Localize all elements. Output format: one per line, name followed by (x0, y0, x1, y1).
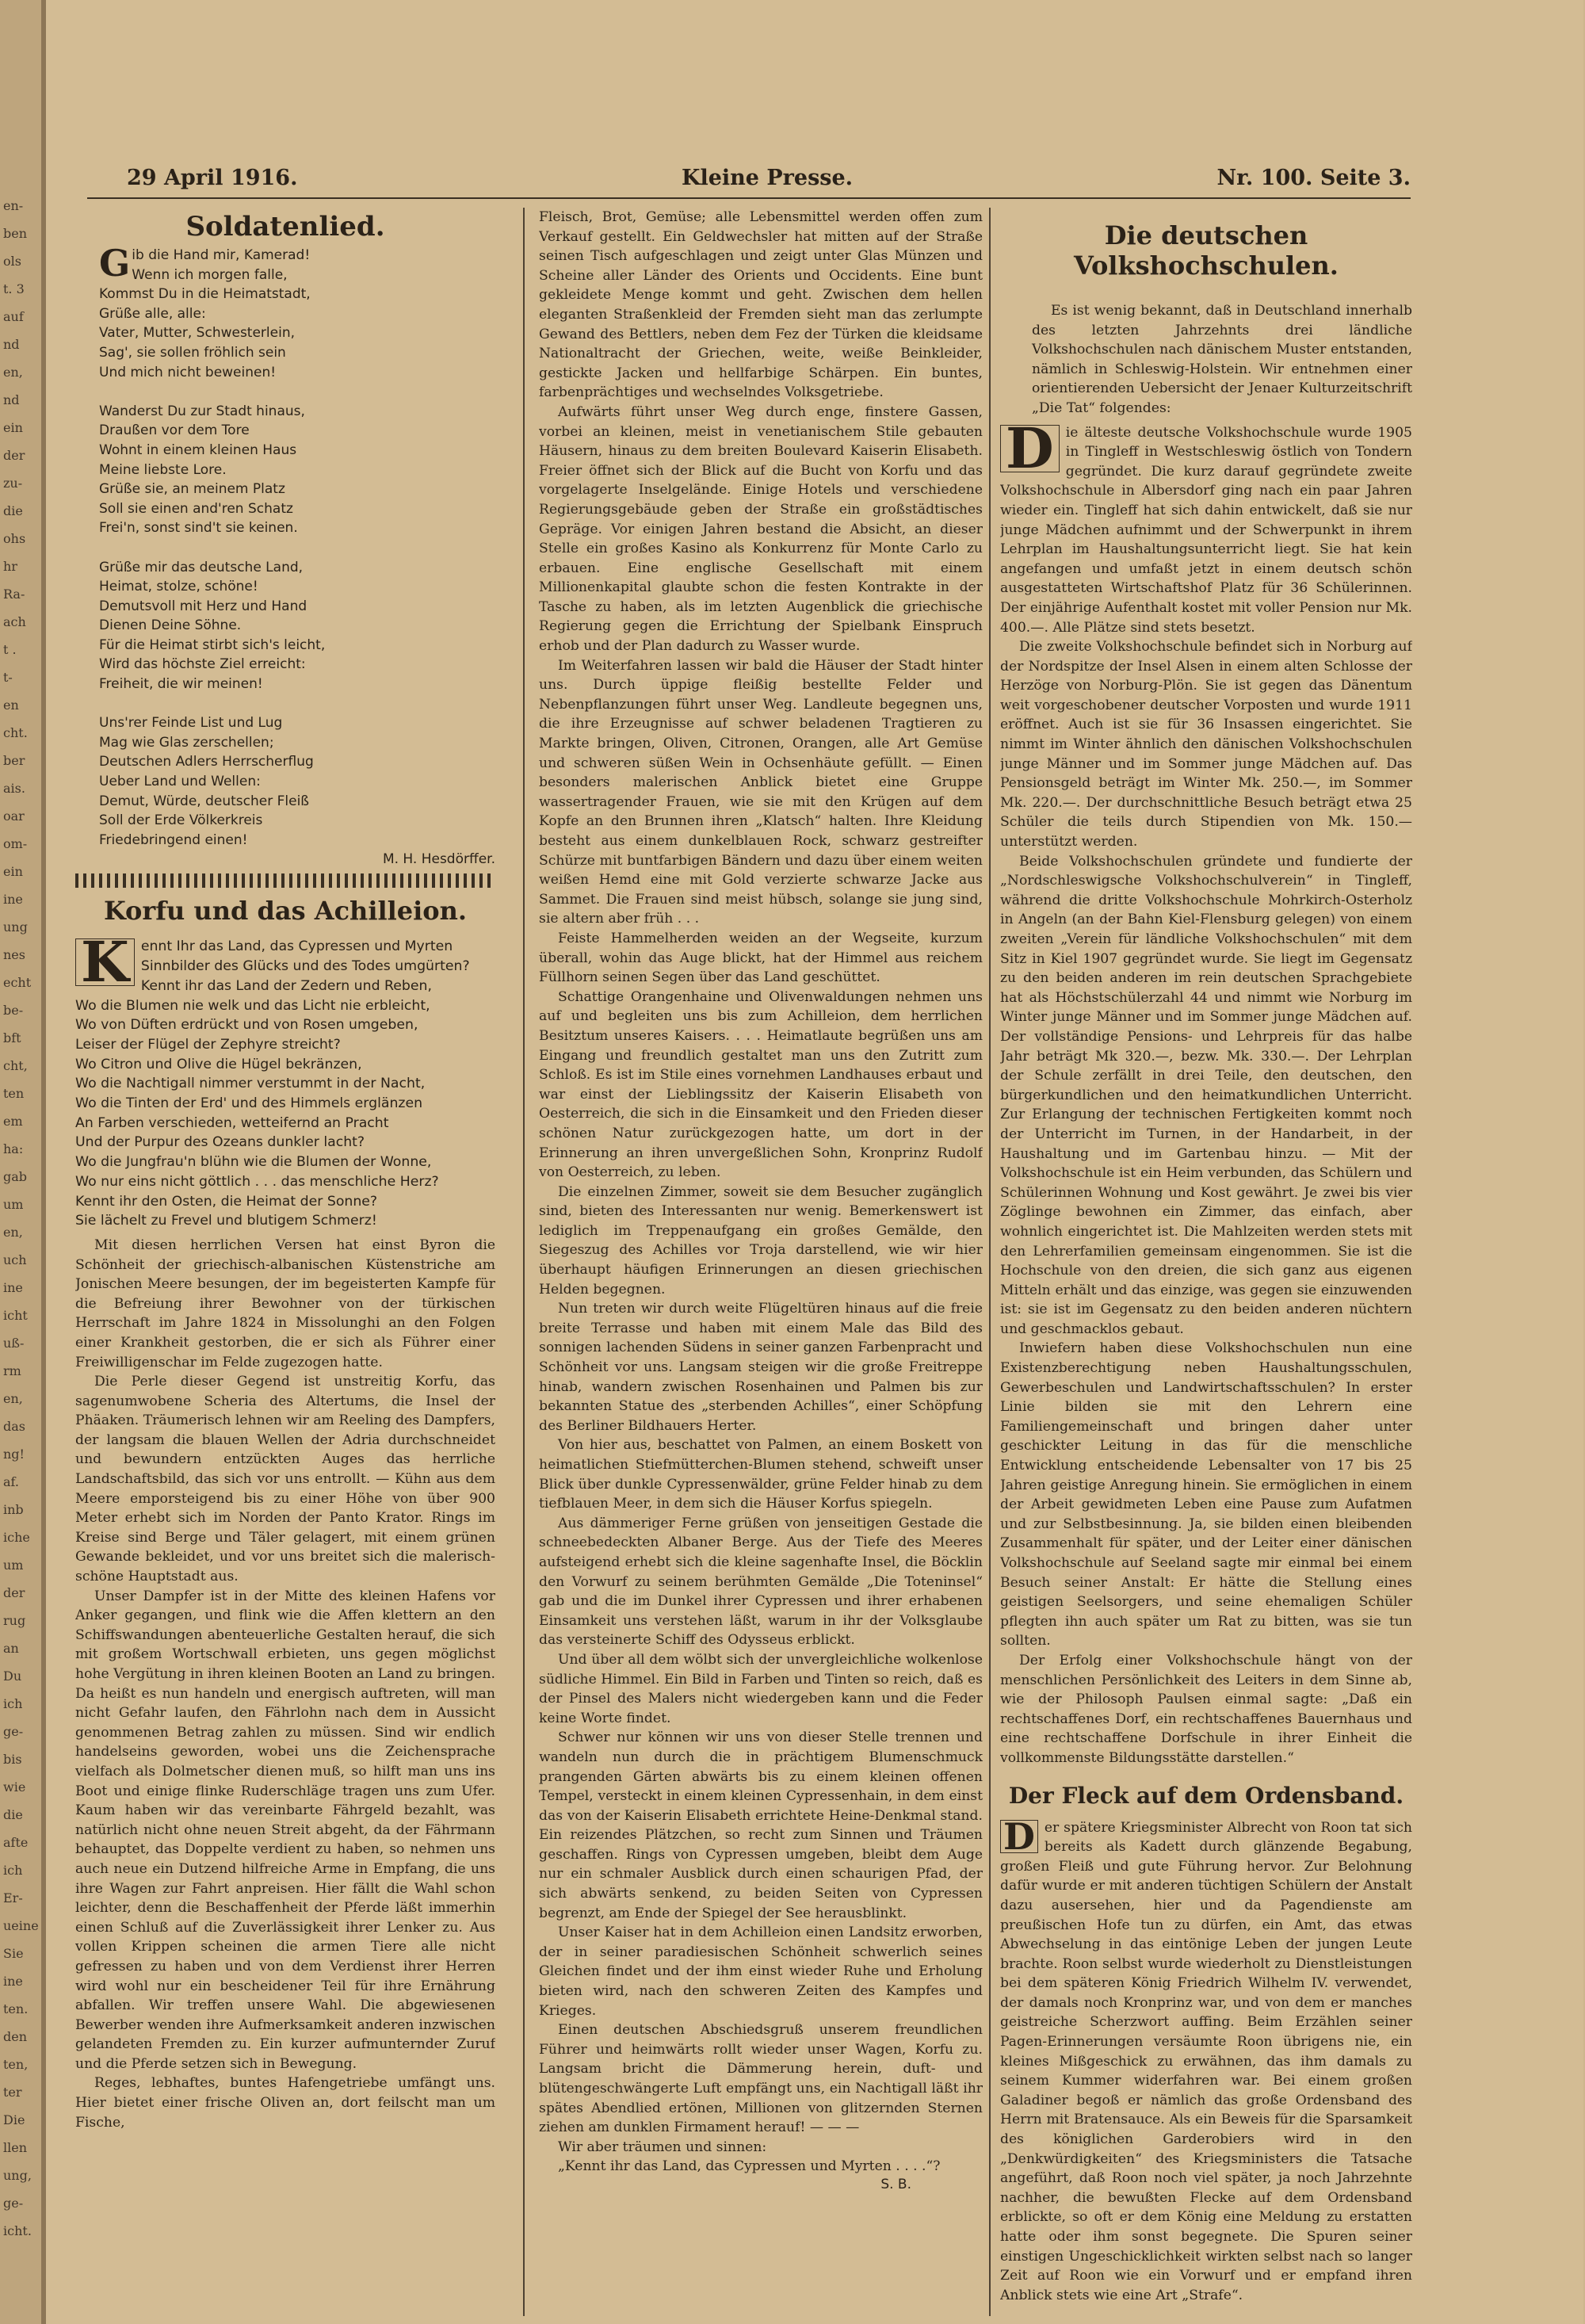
adjacent-page-fragment: ine (3, 1974, 23, 1989)
adjacent-page-fragment: nd (3, 337, 20, 352)
adjacent-page-fragment: uß- (3, 1336, 25, 1351)
adjacent-page-fragment: rug (3, 1613, 26, 1628)
adjacent-page-fragment: ben (3, 226, 28, 241)
adjacent-page-fragment: bft (3, 1030, 21, 1045)
paragraph: Der Erfolg einer Volkshochschule hängt von der menschlichen Persönlichkeit des Leiters in dem Sinne ab, wie der Philosoph Paulsen einmal sagte: „Daß ein rechtschaffenes Dorf, ein rechtschaffenes Bauernhaus und eine rechtschaffene Dorfschule in ihrer Einheit die vollkommenste Bildungsstätte darstellen.“ (1000, 1652, 1412, 1766)
adjacent-page-fragment: iche (3, 1530, 30, 1545)
paragraph: Wir aber träumen und sinnen: (558, 2139, 767, 2155)
adjacent-page-fragment: ein (3, 864, 23, 879)
adjacent-page-fragment: llen (3, 2140, 28, 2155)
paragraph: Beide Volkshochschulen gründete und fundierte der „Nordschleswigsche Volkshochschulverein“ in Tingleff, während die dritte Volkshochschule Mohrkirch-Osterholz in Angeln (an der Bahn Kiel-Flensburg gelegen) von einem zweiten „Verein für ländliche Volkshochschulen“ mit dem Sitz in Kiel 1907 gegründet wurde. Sie liegt im Gegensatz zu den beiden anderen im rein deutschen Sprachgebiete hat als Höchstschülerzahl 44 und nimmt wie Norburg im Winter junge Männer und im Sommer junge Mädchen auf. Der vollständige Pensions- und Lehrpreis für das halbe Jahr beträgt Mk 320.—, bezw. Mk. 330.—. Der Lehrplan der Schule zerfällt in drei Teile, den deutschen, den bürgerkundlichen und den heimatkundlichen Unterricht. Zur Erlangung der technischen Fertigkeiten kommt noch der Unterricht im Turnen, in der Handarbeit, in der Haushaltung und im Gartenbau hinzu. — Mit der Volkshochschule ist ein Heim verbunden, das Schülern und Schülerinnen Wohnung und Kost gewährt. Je zwei bis vier Zöglinge bewohnen ein Zimmer, das einfach, aber wohnlich eingerichtet ist. Die Mahlzeiten werden stets mit den Lehrerfamilien gemeinsam eingenommen. Sie ist die Hochschule von den dreien, die sich ganz aus eigenen Mitteln erhält und das einzige, was gegen sie einzuwenden ist: sie ist im Gegensatz zu den beiden anderen nüchtern und geschmacklos gebaut. (1000, 853, 1412, 1337)
adjacent-page-fragment: en (3, 698, 19, 713)
adjacent-page-fragment: icht (3, 1308, 28, 1323)
adjacent-page-fragment: ais. (3, 781, 25, 796)
column-2 (539, 208, 983, 2192)
adjacent-page-fragment: gab (3, 1169, 28, 1184)
adjacent-page-fragment: en, (3, 1391, 23, 1406)
adjacent-page-fragment: Du (3, 1668, 22, 1684)
poem-signature: M. H. Hesdörffer. (382, 851, 495, 868)
adjacent-page-fragment: nd (3, 392, 20, 407)
adjacent-page-fragment: zu- (3, 476, 23, 491)
paragraph: Und über all dem wölbt sich der unvergleichliche wolkenlose südliche Himmel. Ein Bild in Farben und Tinten so reich, daß es der Pinsel des Malers nicht wiedergeben kann und die Feder keine Worte findet. (539, 1651, 983, 1726)
paragraph: er spätere Kriegsminister Albrecht von Roon tat sich bereits als Kadett durch glänzende Begabung, großen Fleiß und gute Führung hervor. Zur Belohnung dafür wurde er mit anderen tüchtigen Schülern der Anstalt dazu ausersehen, hier und da Pagendienste am preußischen Hofe tun zu dürfen, ein Amt, das etwas Abwechselung in das eintönige Leben der jungen Leute brachte. Roon selbst wurde wiederholt zu Dienstleistungen bei dem späteren König Friedrich Wilhelm IV. verwendet, der damals noch Kronprinz war, und von dem er manches geistreiche Scherzwort auffing. Beim Erzählen seiner Pagen-Erinnerungen versäumte Roon übrigens nie, ein kleines Mißgeschick zu erwähnen, das ihm damals zu seinem Kummer widerfahren war. Bei einem großen Galadiner begoß er nämlich das große Ordensband des Herrn mit Bratensauce. Als ein Beweis für die Sparsamkeit des königlichen Garderobiers wird in den „Denkwürdigkeiten“ des Kriegsministers die Tatsache angeführt, daß Roon noch viel später, ja noch Jahrzehnte nachher, die bewußten Flecke auf dem Ordensband erblickte, so oft er dem König eine Meldung zu erstatten hatte oder ihm sonst begegnete. Die Spuren seiner einstigen Ungeschicklichkeit wirkten selbst nach so langer Zeit auf Roon wie ein Vorwurf und er empfand ihren Anblick stets wie eine Art „Strafe“. (1000, 1819, 1412, 2303)
adjacent-page-fragment: ge- (3, 2196, 24, 2211)
adjacent-page-fragment: das (3, 1419, 25, 1434)
paragraph: Im Weiterfahren lassen wir bald die Häuser der Stadt hinter uns. Durch üppige fleißig bestellte Felder und Nebenpflanzungen führt unser Weg. Landleute begegnen uns, die ihre Erzeugnisse auf schwer beladenen Tragtieren zu Markte bringen, Oliven, Citronen, Orangen, alle Art Gemüse und schweren süßen Wein in Ochsenhäute gefüllt. — Einen besonders malerischen Anblick bietet eine Gruppe wassertragender Frauen, wie sie mit den Krügen auf dem Kopfe an den Brunnen ihren „Klatsch“ halten. Ihre Kleidung besteht aus einem dunkelblauen Rock, schwarz gestreifter Schürze mit buntfarbigen Bändern und dazu über einem weiten weißen Hemd eine mit Gold verzierte schwarze Jacke aus Sammet. Die Frauen sind meist hübsch, solange sie jung sind, sie altern aber früh . . . (539, 657, 983, 927)
paragraph: ie älteste deutsche Volkshochschule wurde 1905 in Tingleff in Westschleswig östlich von Tondern gegründet. Die kurz darauf gegründete zweite Volkshochschule in Albersdorf ging nach ein paar Jahren wieder ein. Tingleff hat sich dahin entwickelt, daß sie nur junge Mädchen aufnimmt und der Schwerpunkt in ihrem Lehrplan im Haushaltungsunterricht liegt. Sie hat kein angefangen und umfaßt jetzt in einem deutsch schön ausgestatteten Wirtschaftshof Platz für 36 Schülerinnen. Der einjährige Aufenthalt kostet mit voller Pension nur Mk. 400.—. Alle Plätze sind stets besetzt. (1000, 424, 1412, 636)
adjacent-page-fragment: bis (3, 1752, 22, 1767)
adjacent-page-fragment: oar (3, 808, 25, 824)
adjacent-page-fragment: t. 3 (3, 281, 25, 296)
paragraph: Die einzelnen Zimmer, soweit sie dem Besucher zugänglich sind, bieten des Interessanten nur wenig. Bemerkenswert ist lediglich im Treppenaufgang ein großes Gemälde, den Siegeszug des Achilles vor Troja darstellend, wie wir hier überhaupt häufigen Erinnerungen an diesen griechischen Helden begegnen. (539, 1183, 983, 1298)
adjacent-page-fragment: Sie (3, 1946, 24, 1961)
adjacent-page-fragment: cht, (3, 1058, 28, 1073)
poem-text: ib die Hand mir, Kamerad! Wenn ich morgen falle, Kommst Du in die Heimatstadt, Grüße alle, alle: Vater, Mutter, Schwesterlein, Sag', sie sollen fröhlich sein Und mich nicht beweinen! Wanderst Du zur Stadt hinaus, Draußen vor dem Tore Wohnt in einem kleinen Haus Meine liebste Lore. Grüße sie, an meinem Platz Soll sie einen and'ren Schatz Frei'n, sonst sind't sie keinen. Grüße mir das deutsche Land, Heimat, stolze, schöne! Demutsvoll mit Herz und Hand Dienen Deine Söhne. Für die Heimat stirbt sich's leicht, Wird das höchste Ziel erreicht: Freiheit, die wir meinen! Uns'rer Feinde List und Lug Mag wie Glas zerschellen; Deutschen Adlers Herrscherflug Ueber Land und Wellen: Demut, Würde, deutscher Fleiß Soll der Erde Völkerkreis Friedebringend einen! (99, 247, 326, 848)
article-title: Der Fleck auf dem Ordensband. (1008, 1782, 1404, 1809)
adjacent-page-fragment: cht. (3, 725, 28, 740)
paragraph: Die zweite Volkshochschule befindet sich in Norburg auf der Nordspitze der Insel Alsen in einem alten Schlosse der Herzöge von Norburg-Plön. Sie ist gegen das Dänentum weit vorgeschobener deutscher Vorposten und wurde 1911 eröffnet. Auch ist sie für 36 Insassen eingerichtet. Sie nimmt im Winter ähnlich den dänischen Volkshochschulen junge Männer und im Sommer junge Mädchen auf. Das Pensionsgeld beträgt im Winter Mk. 250.—, im Sommer Mk. 220.—. Der durchschnittliche Besuch beträgt etwa 25 Schüler die teils durch Stipendien von Mk. 150.— unterstützt werden. (1000, 639, 1412, 850)
adjacent-page-fragment: ten (3, 1086, 25, 1101)
drop-cap: G (99, 242, 131, 285)
adjacent-page-fragment: ung (3, 919, 28, 935)
adjacent-page-fragment: rm (3, 1363, 21, 1378)
article-title: Soldatenlied. (185, 211, 385, 243)
adjacent-page-fragment: afte (3, 1835, 29, 1850)
paragraph: Schattige Orangenhaine und Olivenwaldungen nehmen uns auf und begleiten uns bis zum Achilleion, dem herrlichen Besitztum unseres Kaisers. . . . Heimatlaute begrüßen uns am Eingang und freundlich gestaltet man uns den Zutritt zum Schloß. Es ist im Stile eines vornehmen Landhauses erbaut und war einst der Lieblingssitz der Kaiserin Elisabeth von Oesterreich, die sich in die Einsamkeit und den Frieden dieser schönen Natur zurückgezogen hatte, um dort in der Erinnerung an ihren unvergeßlichen Sohn, Kronprinz Rudolf von Oesterreich, zu leben. (539, 988, 983, 1181)
adjacent-page-fragment: ber (3, 753, 25, 768)
adjacent-page-fragment: wie (3, 1779, 26, 1795)
adjacent-page-fragment: ich (3, 1696, 23, 1711)
adjacent-page-fragment: ohs (3, 531, 26, 546)
page-header (87, 162, 1411, 199)
adjacent-page-fragment: Er- (3, 1890, 23, 1905)
paragraph: Mit diesen herrlichen Versen hat einst Byron die Schönheit der griechisch-albanischen Küstenstriche am Jonischen Meere besungen, der im begeisterten Kampfe für die Befreiung ihrer Bewohner von der türkischen Herrschaft im Jahre 1824 in Missolunghi an den Folgen einer Krankheit gestorben, die er sich als Führer einer Freiwilligenschar im Felde zugezogen hatte. (75, 1237, 495, 1370)
paragraph: Schwer nur können wir uns von dieser Stelle trennen und wandeln nun durch die in prächtigem Blumenschmuck prangenden Gärten abwärts bis zu einem kleinen offenen Tempel, versteckt in einem kleinen Cypressenhain, in dem einst das von der Kaiserin Elisabeth errichtete Heine-Denkmal stand. Ein reizendes Plätzchen, so recht zum Sinnen und Träumen geschaffen. Rings von Cypressen umgeben, bleibt dem Auge nur ein schmaler Ausblick durch einen schaurigen Pfad, der sich abwärts senkend, zu beiden Seiten von Cypressen begrenzt, am Ende der Spiegel der See herausblinkt. (539, 1730, 983, 1921)
paragraph: Es ist wenig bekannt, daß in Deutschland innerhalb des letzten Jahrzehnts drei ländliche Volkshochschulen nach dänischem Muster entstanden, nämlich in Schleswig-Holstein. Wir entnehmen einer orientierenden Uebersicht der Jenaer Kulturzeitschrift „Die Tat“ folgendes: (1032, 303, 1412, 416)
paragraph: Unser Kaiser hat in dem Achilleion einen Landsitz erworben, der in seiner paradiesischen Schönheit schwerlich seines Gleichen findet und der ihm einst wieder Ruhe und Erholung bieten wird, nach den schweren Zeiten des Kampfes und Krieges. (539, 1925, 983, 2019)
adjacent-page-fragment: der (3, 448, 25, 463)
adjacent-page-fragment: om- (3, 836, 28, 851)
adjacent-page-fragment: ten. (3, 2001, 29, 2016)
header-date: 29 April 1916. (127, 166, 298, 190)
poem-kennt-ihr-das-land (75, 929, 495, 1231)
paragraph: Reges, lebhaftes, buntes Hafengetriebe umfängt uns. Hier bietet einer frische Oliven an, dort feilscht man um Fische, (75, 2075, 495, 2131)
header-paper-name: Kleine Presse. (682, 166, 854, 190)
adjacent-page-fragment: ine (3, 892, 23, 907)
adjacent-page-fragment: ng! (3, 1447, 25, 1462)
adjacent-page-fragment: ha: (3, 1141, 24, 1156)
adjacent-page-fragment: echt (3, 975, 32, 990)
adjacent-page-fragment: en, (3, 365, 23, 380)
adjacent-page-fragment: ge- (3, 1724, 24, 1739)
adjacent-page-fragment: inb (3, 1502, 24, 1517)
paragraph: Unser Dampfer ist in der Mitte des kleinen Hafens vor Anker gegangen, und flink wie die Affen klettern an den Schiffswandungen abenteuerliche Gestalten herauf, die sich mit großem Wortschwall erbieten, uns gegen möglichst hohe Vergütung in ihren kleinen Booten an Land zu bringen. Da heißt es nun handeln und energisch auftreten, will man nicht Gefahr laufen, den Fährlohn nach dem in Aussicht genommenen Betrag zahlen zu müssen. Sind wir endlich handelseins geworden, wobei uns die Zeichensprache vielfach als Dolmetscher dienen muß, so hilft man uns ins Boot und einige flinke Ruderschläge tragen uns zum Ufer. Kaum haben wir das vereinbarte Fährgeld bezahlt, was natürlich nicht ohne neuen Streit abgeht, da der Fährmann behauptet, das Doppelte verdient zu haben, so nehmen uns auch neue ein Dutzend hilfreiche Arme in Empfang, die uns ihre Wagen zur Fahrt anpreisen. Hier fällt die Wahl schon leichter, denn die Beschaffenheit der Pferde läßt immerhin einen Schluß auf die Zuverlässigkeit ihrer Lenker zu. Aus vollen Krippen scheinen die armen Tiere alle nicht gefressen zu haben und von dem Verdienst ihrer Herren wird wohl nur ein bescheidener Teil für ihre Ernährung abfallen. Wir treffen unsere Wahl. Die abgewiesenen Bewerber wenden ihre Aufmerksamkeit anderen inzwischen gelandeten Fremden zu. Ein kurzer aufmunternder Zuruf und die Pferde setzen sich in Bewegung. (75, 1588, 495, 2072)
adjacent-page-fragment: den (3, 2029, 28, 2044)
adjacent-page-fragment: Ra- (3, 587, 25, 602)
adjacent-page-fragment: ine (3, 1280, 23, 1295)
paragraph: Fleisch, Brot, Gemüse; alle Lebensmittel werden offen zum Verkauf gestellt. Ein Geldwechsler hat mitten auf der Straße seinen Tisch aufgeschlagen und zeigt unter Glas Münzen und Scheine aller Länder des Orients und Occidents. Eine bunt gekleidete Menge kommt und geht. Zwischen dem hellen eleganten Straßenkleid der Fremden sieht man das zerlumpte Gewand des Bettlers, neben dem Fez der Türken die kleidsame Nationaltracht der Griechen, weite, weiße Beinkleider, gestickte Jacken und hellfarbige Schärpen. Ein buntes, farbenprächtiges und wechselndes Volksgetriebe. (539, 209, 983, 401)
adjacent-page-fragment: ich (3, 1863, 23, 1878)
adjacent-page-fragment: af. (3, 1474, 19, 1489)
adjacent-page-fragment: ach (3, 614, 26, 629)
drop-cap: D (1000, 425, 1060, 472)
adjacent-page-fragment: die (3, 503, 23, 518)
article-title: Korfu und das Achilleion. (103, 896, 468, 927)
adjacent-page-fragment: ein (3, 420, 23, 435)
column-1 (75, 208, 495, 2132)
adjacent-page-fragment: auf (3, 309, 24, 324)
drop-cap: K (75, 938, 135, 986)
adjacent-page-fragment: en, (3, 1225, 23, 1240)
adjacent-page-fragment: an (3, 1641, 19, 1656)
paragraph: Von hier aus, beschattet von Palmen, an einem Boskett von heimatlichen Stiefmütterchen-Blumen stehend, schweift unser Blick über dunkle Cypressenwälder, grüne Felder hinab zu dem tiefblauen Meer, in dem sich die Häuser Korfus spiegeln. (539, 1437, 983, 1512)
adjacent-page-fragment: t . (3, 642, 17, 657)
adjacent-page-strip (0, 0, 46, 2324)
drop-cap: D (1000, 1820, 1038, 1853)
adjacent-page-fragment: ueine (3, 1918, 39, 1933)
adjacent-page-fragment: ter (3, 2085, 22, 2100)
paragraph: Nun treten wir durch weite Flügeltüren hinaus auf die freie breite Terrasse und haben mit einem Male das Bild des sonnigen lachenden Südens in seiner ganzen Farbenpracht und Schönheit vor uns. Langsam steigen wir die große Freitreppe hinab, wandern zwischen Rosenhainen und Palmen bis zur bekannten Statue des „sterbenden Achilles“, einer Schöpfung des Berliner Bildhauers Herter. (539, 1301, 983, 1434)
adjacent-page-fragment: der (3, 1585, 25, 1600)
adjacent-page-fragment: um (3, 1197, 24, 1212)
paragraph: Inwiefern haben diese Volkshochschulen nun eine Existenzberechtigung neben Haushaltungsschulen, Gewerbeschulen und Landwirtschaftsschulen? In erster Linie bilden sie mit den Lehrern eine Familiengemeinschaft und bringen daher unter geschickter Leitung in das für die menschliche Entwicklung entscheidende Lebensalter von 17 bis 25 Jahren geistige Anregung hinein. Sie ermöglichen in einem der Arbeit gewidmeten Leben eine Pause zum Aufatmen und zur Selbstbesinnung. Ja, sie bilden einen bleibenden Zusammenhalt für später, und der Leiter einer dänischen Volkshochschule auf Seeland sagte mir einmal bei einem Besuch seiner Anstalt: Er hätte die Stellung eines geistigen Seelsorgers, und seine ehemaligen Schüler pflegten ihn auch später um Rat zu bitten, was sie tun sollten. (1000, 1340, 1412, 1649)
adjacent-page-fragment: be- (3, 1003, 24, 1018)
article-signature: S. B. (880, 2176, 911, 2192)
poem-soldatenlied (75, 242, 495, 850)
adjacent-page-fragment: t- (3, 670, 13, 685)
adjacent-page-fragment: ols (3, 254, 21, 269)
header-issue-page: Nr. 100. Seite 3. (1216, 166, 1411, 190)
paragraph: Aus dämmeriger Ferne grüßen von jenseitigen Gestade die schneebedeckten Albaner Berge. Aus der Tiefe des Meeres aufsteigend erhebt sich die kleine sagenhafte Insel, die Böcklin den Vorwurf zu seinem berühmten Gemälde „Die Toteninsel“ gab und die im Dunkel ihrer Cypressen und ihrer erhabenen Einsamkeit uns verstehen läßt, warum in ihr der Volksglaube das versteinerte Schiff des Odysseus erblickt. (539, 1515, 983, 1649)
poem-text: ennt Ihr das Land, das Cypressen und Myrten Sinnbilder des Glücks und des Todes umgürten? Kennt ihr das Land der Zedern und Reben, Wo die Blumen nie welk und das Licht nie erbleicht, Wo von Düften erdrückt und von Rosen umgeben, Leiser der Flügel der Zephyre streicht? Wo Citron und Olive die Hügel bekränzen, Wo die Nachtigall nimmer verstummt in der Nacht, Wo die Tinten der Erd' und des Himmels erglänzen An Farben verschieden, wetteifernd an Pracht Und der Purpur des Ozeans dunkler lacht? Wo die Jungfrau'n blühn wie die Blumen der Wonne, Wo nur eins nicht göttlich . . . das menschliche Herz? Kennt ihr den Osten, die Heimat der Sonne? Sie lächelt zu Frevel und blutigem Schmerz! (75, 938, 470, 1229)
article-title: Die deutschen Volkshochschulen. (1074, 220, 1339, 281)
adjacent-page-fragment: uch (3, 1252, 27, 1267)
adjacent-page-fragment: nes (3, 947, 25, 962)
paragraph: Feiste Hammelherden weiden an der Wegseite, kurzum überall, wohin das Auge blickt, hat der Himmel aus reichem Füllhorn seinen Segen über das Land geschüttet. (539, 930, 983, 986)
paragraph: Die Perle dieser Gegend ist unstreitig Korfu, das sagenumwobene Scheria des Altertums, die Insel der Phäaken. Träumerisch lehnen wir am Reeling des Dampfers, der langsam die blauen Wellen der Adria durchschneidet und bewundern entzückten Auges das herrliche Landschaftsbild, das sich vor uns entrollt. — Kühn aus dem Meere emporsteigend bis zu einer Höhe von über 900 Meter erhebt sich im Norden der Panto Krator. Rings im Kreise sind Berge und Täler gelagert, mit einem grünen Gewande bekleidet, und vor uns breitet sich die malerisch-schöne Hauptstadt aus. (75, 1374, 495, 1585)
column-3 (1000, 208, 1412, 2305)
adjacent-page-fragment: die (3, 1807, 23, 1822)
paragraph: „Kennt ihr das Land, das Cypressen und Myrten . . . .“? (558, 2158, 941, 2175)
column-rule (523, 208, 525, 2316)
ornamental-separator (75, 873, 495, 888)
adjacent-page-fragment: um (3, 1558, 24, 1573)
adjacent-page-fragment: icht. (3, 2223, 32, 2238)
adjacent-page-fragment: em (3, 1114, 23, 1129)
adjacent-page-fragment: ten, (3, 2057, 29, 2072)
column-rule (989, 208, 991, 2316)
paragraph: Aufwärts führt unser Weg durch enge, finstere Gassen, vorbei an kleinen, meist in venetianischem Stile gebauten Häusern, hinaus zu dem breiten Boulevard Kaiserin Elisabeth. Freier öffnet sich der Blick auf die Bucht von Korfu und das vorgelagerte Inselgelände. Einige Hotels und verschiedene Regierungsgebäude geben der Straße ein großstädtisches Gepräge. Vor einigen Jahren bestand die Absicht, an dieser Stelle ein großes Kasino als Konkurrenz für Monte Carlo zu erbauen. Eine englische Gesellschaft mit einem Millionenkapital glaubte schon die festen Kontrakte in der Tasche zu haben, als im letzten Augenblick die griechische Regierung gegen die Errichtung der Spielbank Einspruch erhob und der Plan dadurch zu Wasser wurde. (539, 403, 983, 655)
adjacent-page-fragment: ung, (3, 2168, 32, 2183)
adjacent-page-fragment: Die (3, 2112, 25, 2127)
adjacent-page-fragment: hr (3, 559, 17, 574)
paragraph: Einen deutschen Abschiedsgruß unserem freundlichen Führer und heimwärts rollt wieder unser Wagen, Korfu zu. Langsam bricht die Dämmerung herein, duft- und blütengeschwängerte Luft empfängt uns, ein Nachtigall läßt ihr spätes Abendlied ertönen, Millionen von glitzernden Sternen ziehen am dunklen Firmament herauf! — — — (539, 2022, 983, 2136)
adjacent-page-fragment: en- (3, 198, 24, 213)
